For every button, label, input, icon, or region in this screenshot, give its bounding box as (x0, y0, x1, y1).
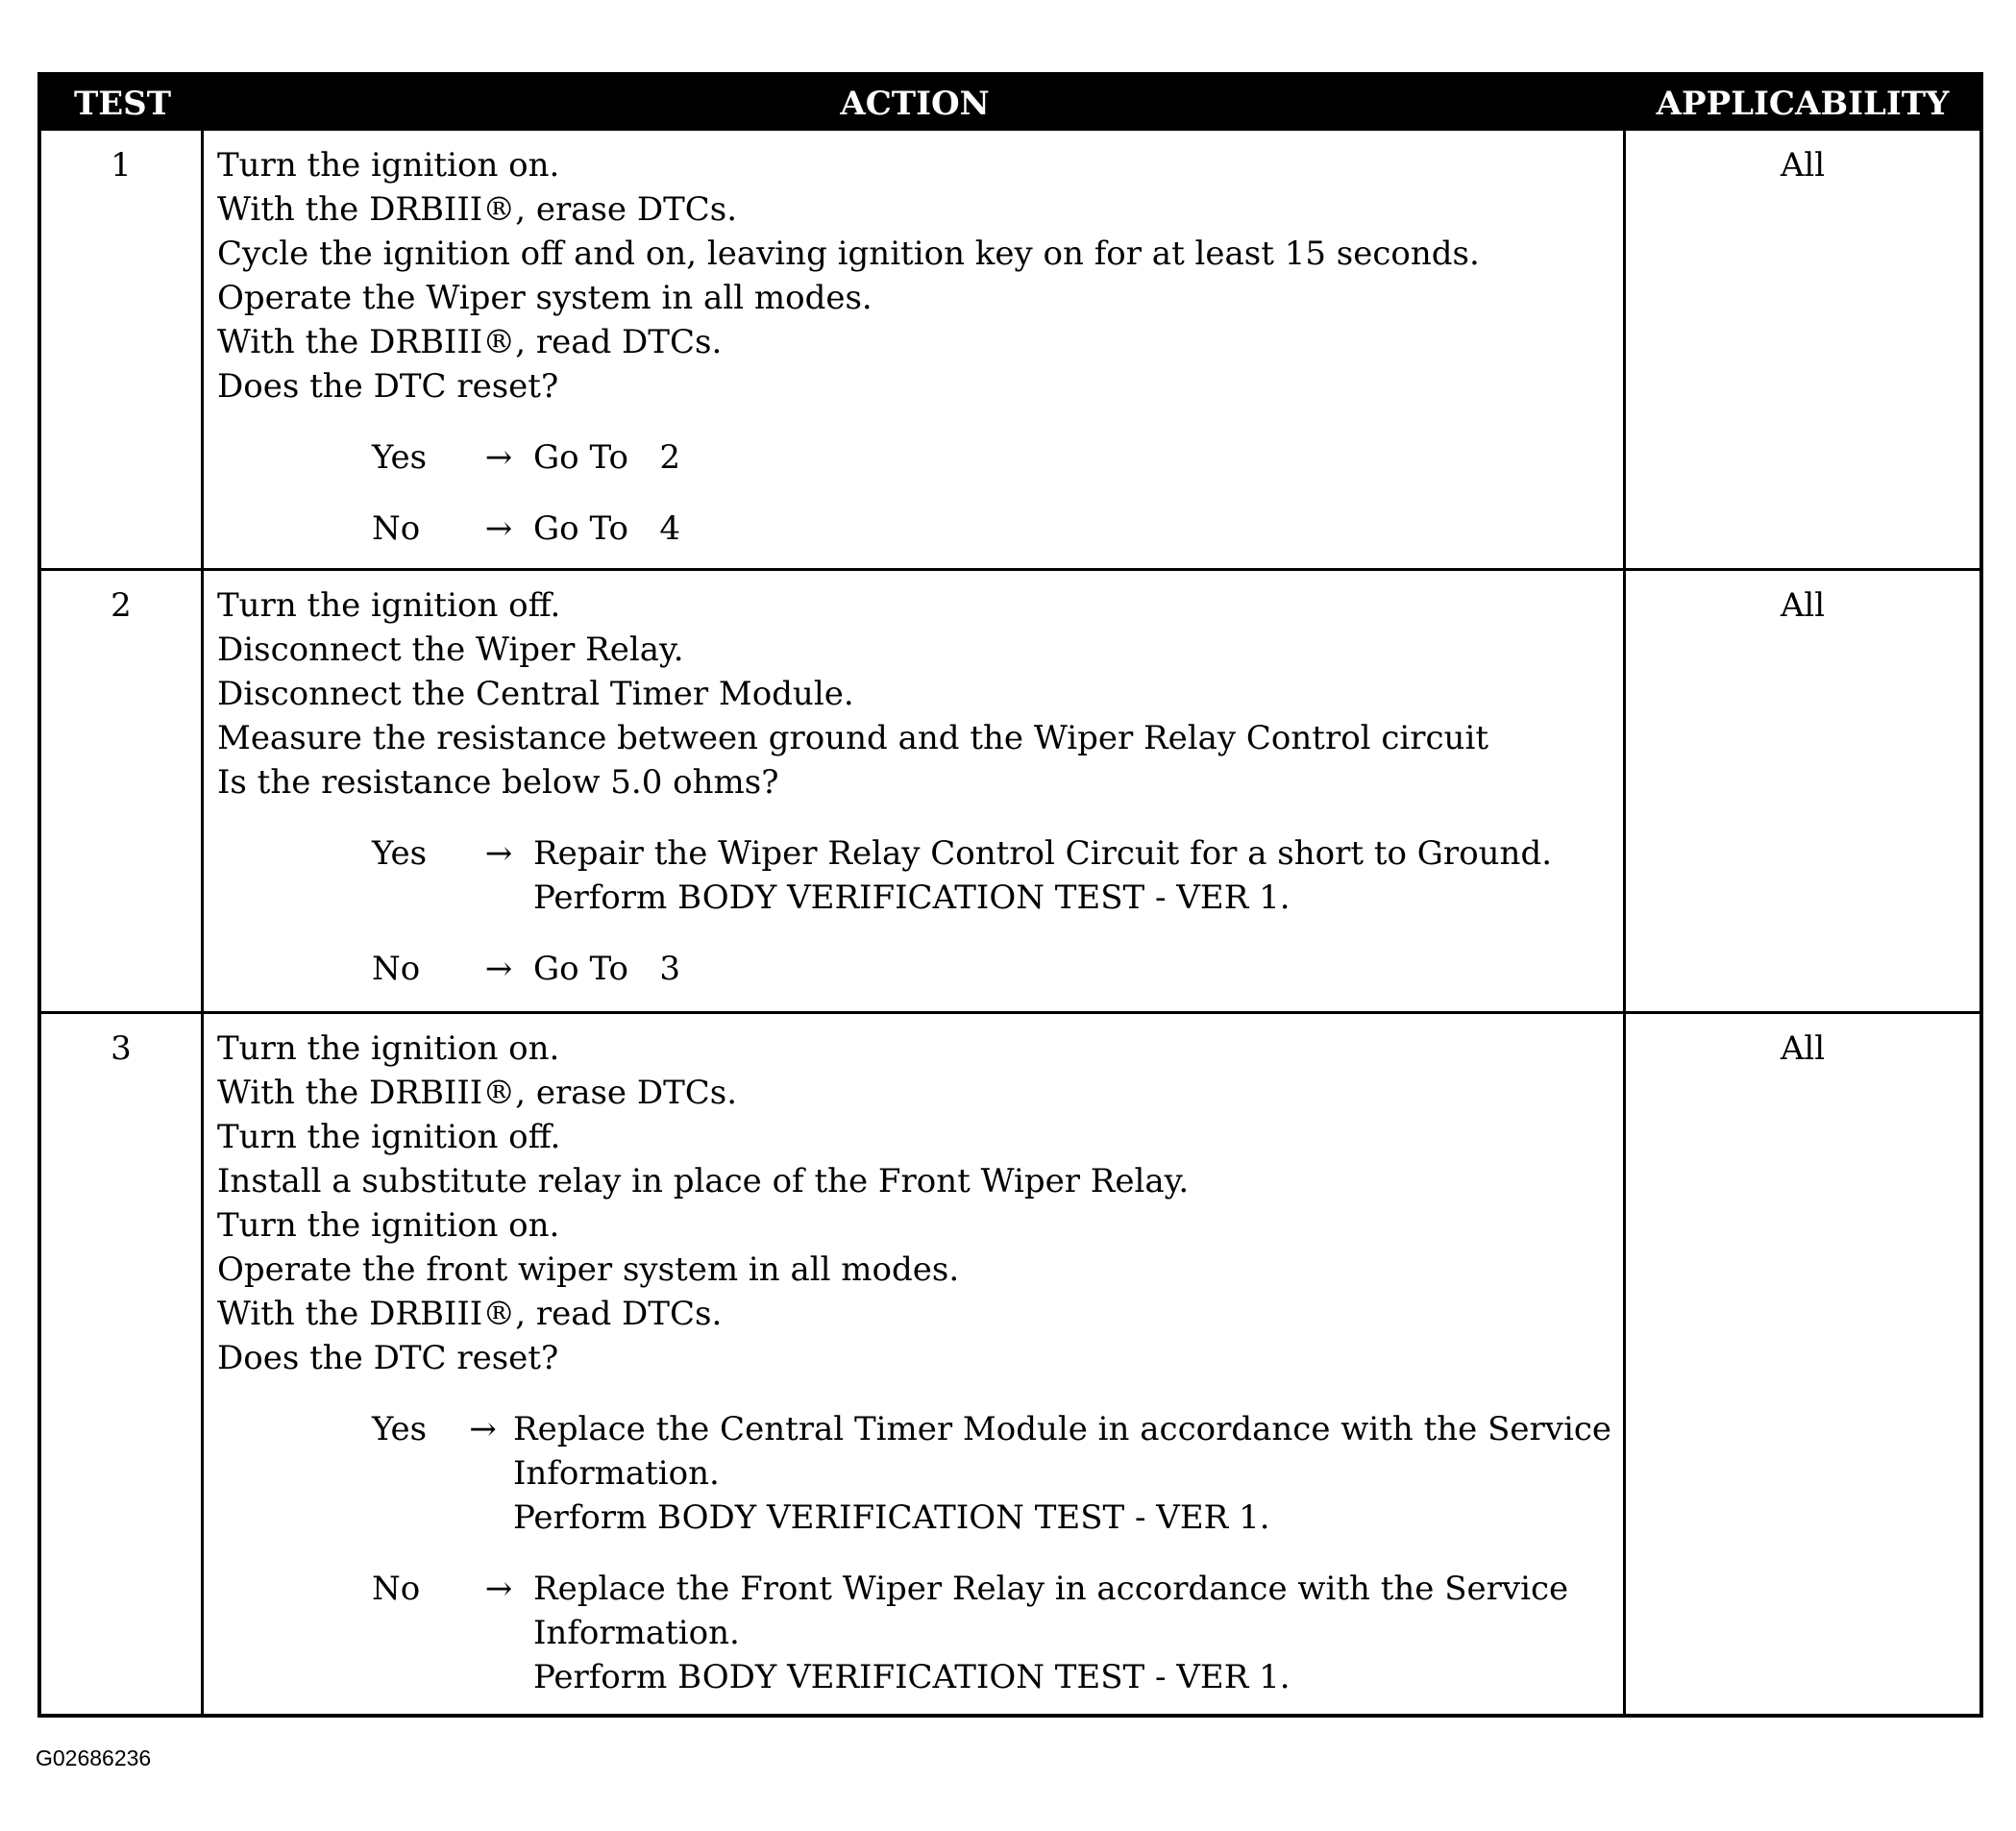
action-steps (217, 583, 1611, 804)
yes-branch (217, 1407, 1611, 1540)
result-line: Go To 2 (533, 438, 680, 477)
action-step: Operate the Wiper system in all modes. (217, 279, 873, 317)
no-result (533, 947, 1611, 991)
action-step: Is the resistance below 5.0 ohms? (217, 763, 779, 802)
arrow-right-icon: → (484, 1570, 513, 1608)
no-label: No (372, 509, 421, 548)
action-step: Operate the front wiper system in all modes. (217, 1250, 960, 1289)
no-label: No (372, 1570, 421, 1608)
yes-label: Yes (372, 834, 428, 873)
no-label: No (372, 950, 421, 988)
arrow-right-icon: → (484, 509, 513, 548)
table-row (41, 131, 1979, 571)
action-cell (204, 131, 1626, 568)
applicability: All (1780, 586, 1826, 625)
result-line: Repair the Wiper Relay Control Circuit for a short to Ground. (533, 834, 1553, 873)
yes-label: Yes (372, 1410, 428, 1448)
action-steps (217, 143, 1611, 408)
arrow-right-icon: → (469, 1410, 497, 1448)
figure-id: G02686236 (36, 1745, 152, 1770)
action-step: With the DRBIII®, erase DTCs. (217, 1074, 738, 1112)
action-step: Install a substitute relay in place of the Front Wiper Relay. (217, 1162, 1190, 1200)
action-step: With the DRBIII®, read DTCs. (217, 323, 723, 361)
action-step: With the DRBIII®, read DTCs. (217, 1295, 723, 1333)
no-result (533, 507, 1611, 551)
action-steps (217, 1027, 1611, 1380)
result-line: Perform BODY VERIFICATION TEST - VER 1. (533, 878, 1291, 917)
no-branch (217, 947, 1611, 991)
action-step: Measure the resistance between ground and the Wiper Relay Control circuit (217, 719, 1488, 757)
table-header (41, 76, 1979, 131)
no-result (533, 1567, 1611, 1699)
action-cell (204, 1014, 1626, 1714)
result-line: Replace the Central Timer Module in accordance with the Service (512, 1410, 1611, 1448)
action-step: Turn the ignition on. (217, 1029, 560, 1068)
test-number: 2 (41, 571, 204, 1011)
test-number: 1 (41, 131, 204, 568)
action-step: Turn the ignition off. (217, 586, 561, 625)
action-step: Turn the ignition off. (217, 1118, 561, 1156)
arrow-right-icon: → (484, 950, 513, 988)
result-line: Go To 3 (533, 950, 680, 988)
no-branch (217, 507, 1611, 551)
action-step: Disconnect the Central Timer Module. (217, 675, 854, 713)
result-line: Replace the Front Wiper Relay in accordance with the Service (533, 1570, 1569, 1608)
yes-result (513, 1407, 1611, 1540)
table-row (41, 1014, 1979, 1714)
yes-label: Yes (372, 438, 428, 477)
applicability: All (1780, 1029, 1826, 1068)
no-branch (217, 1567, 1611, 1699)
action-step: Cycle the ignition off and on, leaving ignition key on for at least 15 seconds. (217, 235, 1480, 273)
yes-result (533, 831, 1611, 920)
action-step: Does the DTC reset? (217, 1339, 559, 1377)
result-line: Information. (512, 1454, 720, 1493)
test-number: 3 (41, 1014, 204, 1714)
applicability: All (1780, 146, 1826, 185)
arrow-right-icon: → (484, 438, 513, 477)
header-action: ACTION (840, 84, 990, 123)
table-body (41, 131, 1979, 1714)
action-step: Turn the ignition on. (217, 146, 560, 185)
yes-branch (217, 831, 1611, 920)
yes-result (533, 435, 1611, 480)
action-cell (204, 571, 1626, 1011)
result-line: Perform BODY VERIFICATION TEST - VER 1. (512, 1498, 1270, 1537)
arrow-right-icon: → (484, 834, 513, 873)
result-line: Information. (533, 1614, 740, 1652)
action-step: Disconnect the Wiper Relay. (217, 631, 684, 669)
action-step: With the DRBIII®, erase DTCs. (217, 190, 738, 229)
action-step: Does the DTC reset? (217, 367, 559, 406)
result-line: Perform BODY VERIFICATION TEST - VER 1. (533, 1658, 1291, 1696)
diagnostic-test-table (37, 72, 1983, 1718)
yes-branch (217, 435, 1611, 480)
action-step: Turn the ignition on. (217, 1206, 560, 1245)
table-row (41, 571, 1979, 1014)
header-test: TEST (73, 84, 172, 123)
header-applicability: APPLICABILITY (1656, 84, 1950, 123)
result-line: Go To 4 (533, 509, 680, 548)
